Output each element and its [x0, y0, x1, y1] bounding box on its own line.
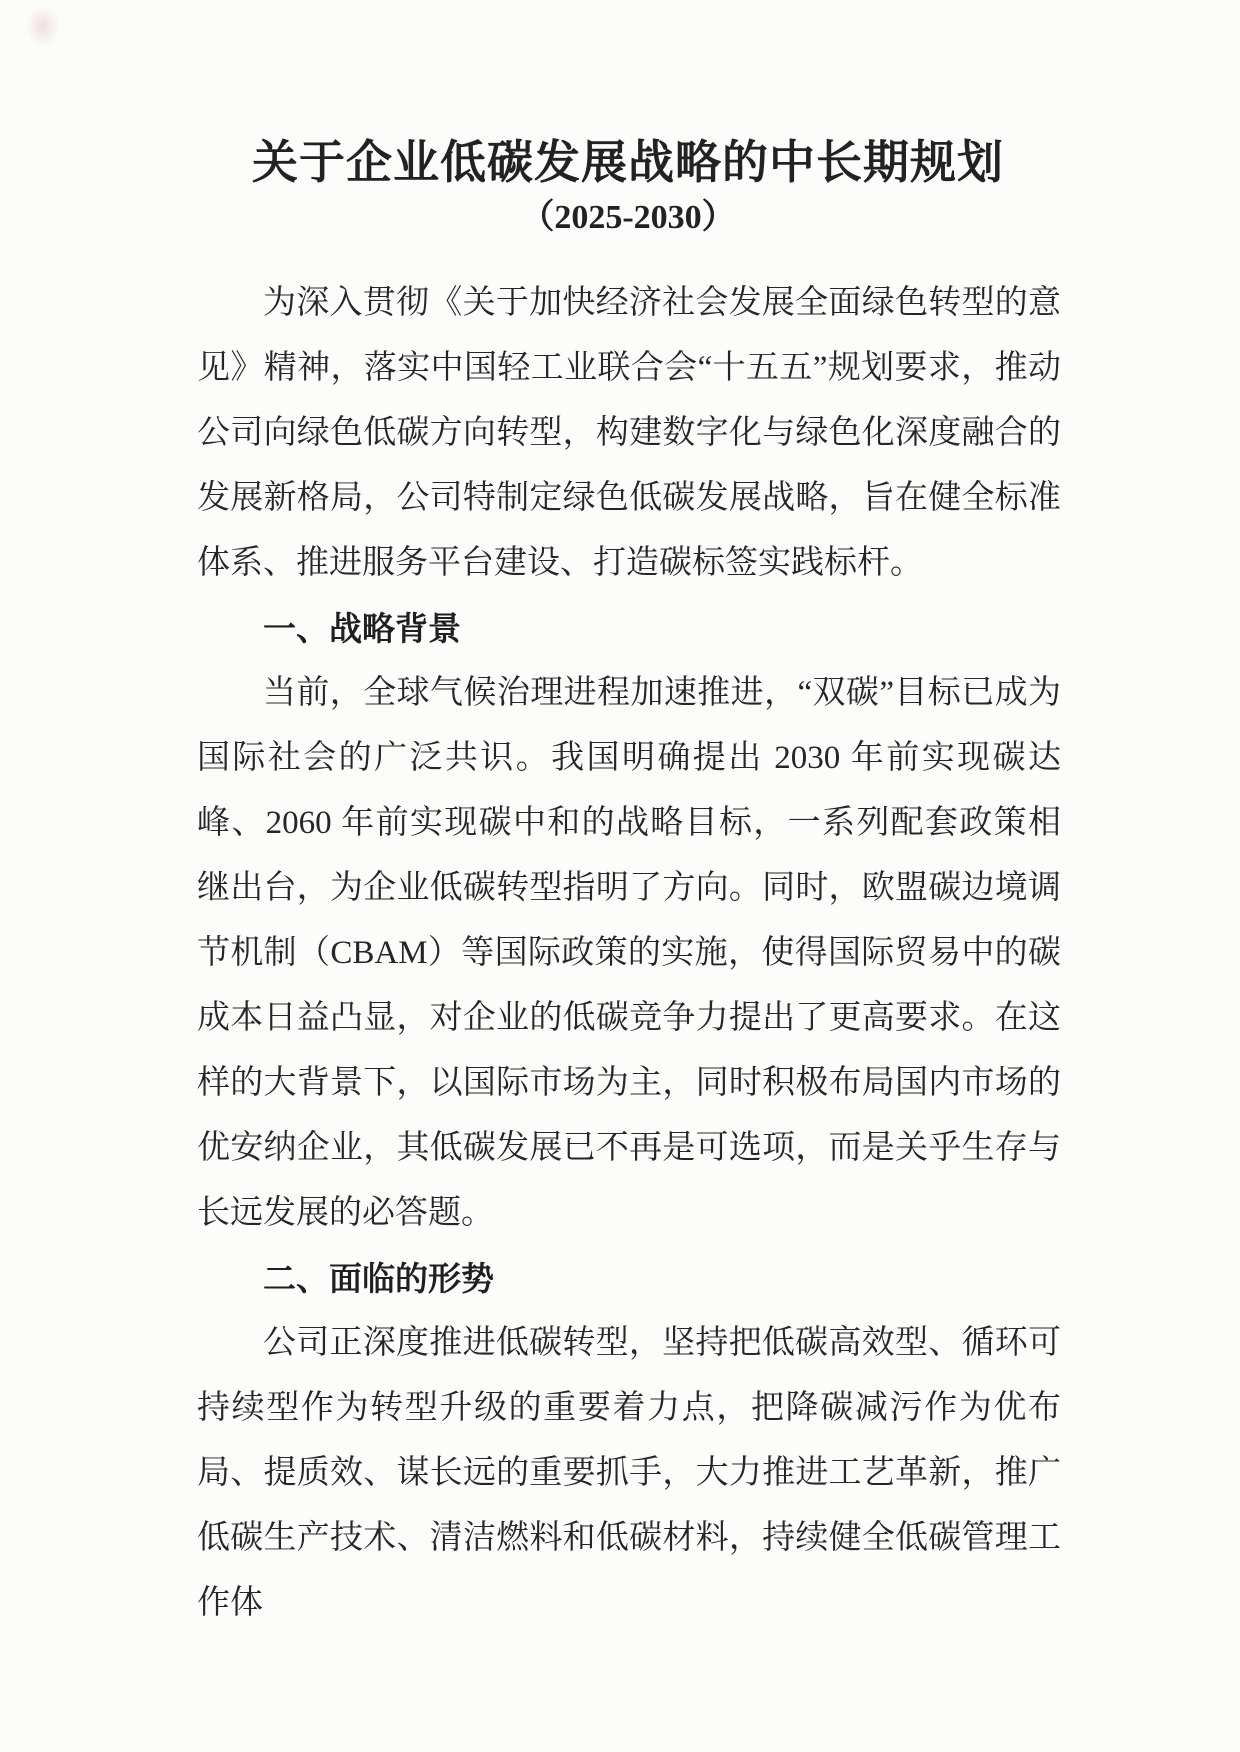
scan-smudge: [26, 6, 60, 46]
document-body: [197, 271, 1061, 1636]
intro-paragraph: 为深入贯彻《关于加快经济社会发展全面绿色转型的意见》精神，落实中国轻工业联合会“十五五”规划要求，推动公司向绿色低碳方向转型，构建数字化与绿色化深度融合的发展新格局，公司特制定绿色低碳发展战略，旨在健全标准体系、推进服务平台建设、打造碳标签实践标杆。: [197, 285, 1061, 581]
section-1-paragraph: 当前，全球气候治理进程加速推进，“双碳”目标已成为国际社会的广泛共识。我国明确提出 2030 年前实现碳达峰、2060 年前实现碳中和的战略目标，一系列配套政策相继出台，为企业低碳转型指明了方向。同时，欧盟碳边境调节机制（CBAM）等国际政策的实施，使得国际贸易中的碳成本日益凸显，对企业的低碳竞争力提出了更高要求。在这样的大背景下，以国际市场为主，同时积极布局国内市场的优安纳企业，其低碳发展已不再是可选项，而是关乎生存与长远发展的必答题。: [197, 675, 1061, 1231]
section-2-paragraph: 公司正深度推进低碳转型，坚持把低碳高效型、循环可持续型作为转型升级的重要着力点，把降碳减污作为优布局、提质效、谋长远的重要抓手，大力推进工艺革新，推广低碳生产技术、清洁燃料和低碳材料，持续健全低碳管理工作体: [197, 1325, 1061, 1621]
section-1-heading: 一、战略背景: [263, 610, 461, 647]
document-title: 关于企业低碳发展战略的中长期规划: [252, 137, 1004, 188]
section-2-heading: 二、面临的形势: [263, 1260, 494, 1297]
document-subtitle: （2025-2030）: [520, 199, 736, 236]
